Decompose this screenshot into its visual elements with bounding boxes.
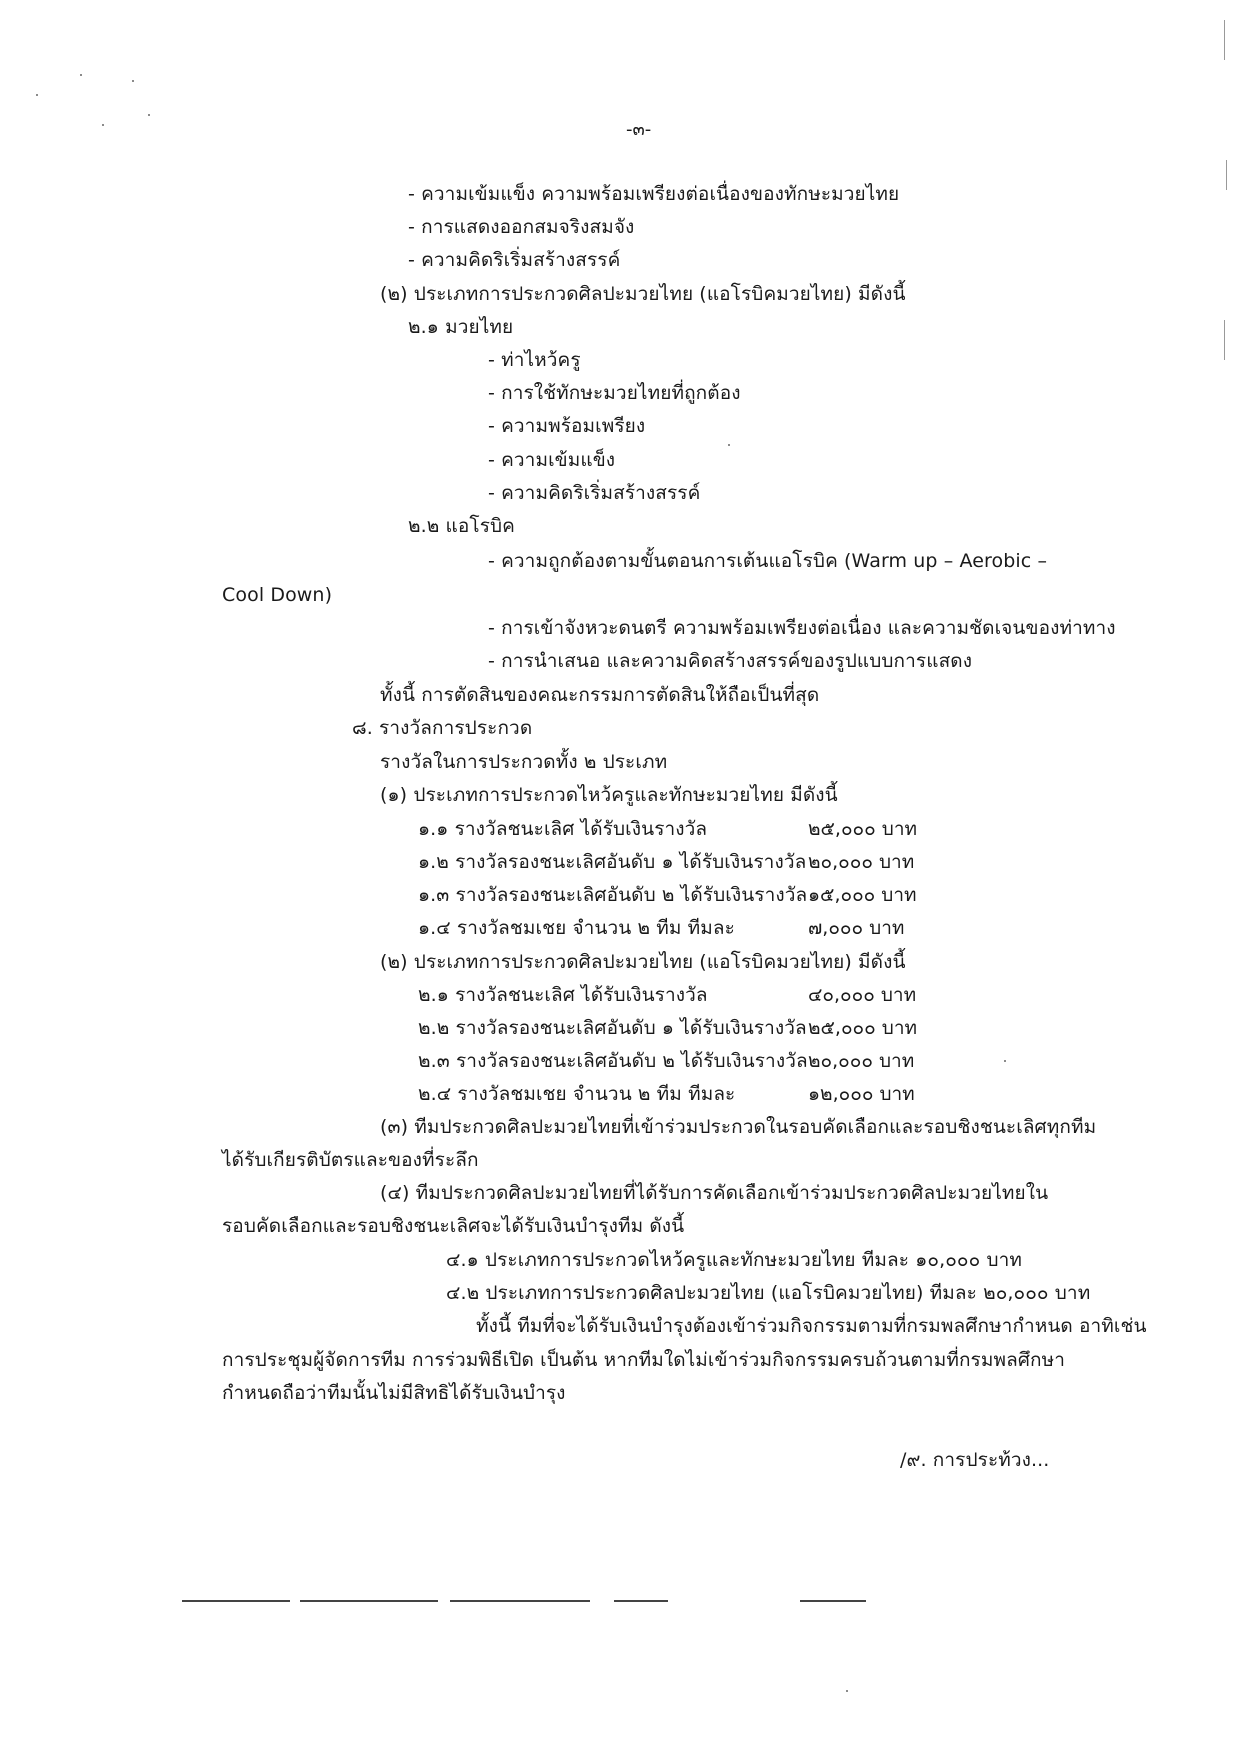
criteria-item-continuation: Cool Down): [222, 584, 333, 606]
criteria-item: - ความคิดริเริ่มสร้างสรรค์: [488, 482, 701, 504]
prize-label: ๒.๑ รางวัลชนะเลิศ ได้รับเงินรางวัล: [418, 984, 708, 1006]
criteria-item: - ความเข้มแข็ง: [488, 449, 616, 471]
type2-sub1-heading: ๒.๑ มวยไทย: [408, 316, 514, 338]
prize-label: ๑.๑ รางวัลชนะเลิศ ได้รับเงินรางวัล: [418, 818, 708, 840]
prize-category1-heading: (๑) ประเภทการประกวดไหว้ครูและทักษะมวยไทย มีดังนี้: [380, 784, 838, 806]
team-support-note-continuation: รอบคัดเลือกและรอบชิงชนะเลิศจะได้รับเงินบำรุงทีม ดังนี้: [222, 1215, 685, 1237]
criteria-item: - ความเข้มแข็ง ความพร้อมเพรียงต่อเนื่องของทักษะมวยไทย: [408, 183, 900, 205]
prize-label: ๒.๒ รางวัลรองชนะเลิศอันดับ ๑ ได้รับเงินรางวัล: [418, 1017, 807, 1039]
criteria-item: - ความคิดริเริ่มสร้างสรรค์: [408, 249, 621, 271]
type2-heading: (๒) ประเภทการประกวดศิลปะมวยไทย (แอโรบิคมวยไทย) มีดังนี้: [380, 283, 906, 305]
team-support-item: ๔.๒ ประเภทการประกวดศิลปะมวยไทย (แอโรบิคมวยไทย) ทีมละ ๒๐,๐๐๐ บาท: [446, 1282, 1091, 1304]
prize-amount: ๒๐,๐๐๐ บาท: [808, 851, 915, 873]
prize-amount: ๒๕,๐๐๐ บาท: [808, 1017, 918, 1039]
team-support-note: (๔) ทีมประกวดศิลปะมวยไทยที่ได้รับการคัดเลือกเข้าร่วมประกวดศิลปะมวยไทยใน: [380, 1182, 1049, 1204]
scan-edge-mark: [1226, 160, 1227, 190]
prize-label: ๒.๔ รางวัลชมเชย จำนวน ๒ ทีม ทีมละ: [418, 1083, 736, 1105]
criteria-item: - ความพร้อมเพรียง: [488, 415, 646, 437]
scan-speck: [36, 94, 38, 96]
prize-amount: ๗,๐๐๐ บาท: [808, 917, 905, 939]
criteria-item: - การนำเสนอ และความคิดสร้างสรรค์ของรูปแบบการแสดง: [488, 650, 973, 672]
footer-rule: [614, 1600, 668, 1602]
prize-amount: ๑๕,๐๐๐ บาท: [808, 884, 917, 906]
prize-amount: ๑๒,๐๐๐ บาท: [808, 1083, 915, 1105]
footer-rule: [450, 1600, 590, 1602]
section8-heading: ๘. รางวัลการประกวด: [352, 717, 533, 739]
criteria-item: - การแสดงออกสมจริงสมจัง: [408, 216, 635, 238]
scan-speck: [846, 1690, 848, 1692]
judging-note: ทั้งนี้ การตัดสินของคณะกรรมการตัดสินให้ถือเป็นที่สุด: [380, 684, 820, 706]
scan-speck: [728, 444, 730, 446]
scan-speck: [132, 80, 134, 82]
condition-note-continuation: กำหนดถือว่าทีมนั้นไม่มีสิทธิได้รับเงินบำรุง: [222, 1382, 566, 1404]
criteria-item: - การเข้าจังหวะดนตรี ความพร้อมเพรียงต่อเนื่อง และความชัดเจนของท่าทาง: [488, 617, 1116, 639]
team-support-item: ๔.๑ ประเภทการประกวดไหว้ครูและทักษะมวยไทย ทีมละ ๑๐,๐๐๐ บาท: [446, 1249, 1023, 1271]
prize-label: ๒.๓ รางวัลรองชนะเลิศอันดับ ๒ ได้รับเงินรางวัล: [418, 1050, 808, 1072]
scan-speck: [80, 74, 82, 76]
prize-amount: ๔๐,๐๐๐ บาท: [808, 984, 917, 1006]
scan-edge-mark: [1224, 20, 1225, 60]
scan-speck: [148, 114, 150, 116]
scan-speck: [1004, 1060, 1006, 1062]
scan-edge-mark: [1224, 320, 1225, 360]
prize-category2-heading: (๒) ประเภทการประกวดศิลปะมวยไทย (แอโรบิคมวยไทย) มีดังนี้: [380, 951, 906, 973]
footer-rule: [300, 1600, 438, 1602]
certificate-note-continuation: ได้รับเกียรติบัตรและของที่ระลึก: [222, 1149, 479, 1171]
page-number: -๓-: [626, 119, 652, 140]
condition-note: ทั้งนี้ ทีมที่จะได้รับเงินบำรุงต้องเข้าร่วมกิจกรรมตามที่กรมพลศึกษากำหนด อาทิเช่น: [476, 1315, 1147, 1337]
prize-amount: ๒๕,๐๐๐ บาท: [808, 818, 918, 840]
continuation-marker: /๙. การประท้วง...: [900, 1449, 1050, 1471]
criteria-item: - ความถูกต้องตามขั้นตอนการเต้นแอโรบิค (Warm up – Aerobic –: [488, 550, 1048, 572]
footer-rule: [800, 1600, 866, 1602]
prize-label: ๑.๒ รางวัลรองชนะเลิศอันดับ ๑ ได้รับเงินรางวัล: [418, 851, 807, 873]
section8-intro: รางวัลในการประกวดทั้ง ๒ ประเภท: [380, 751, 668, 773]
prize-amount: ๒๐,๐๐๐ บาท: [808, 1050, 915, 1072]
prize-label: ๑.๓ รางวัลรองชนะเลิศอันดับ ๒ ได้รับเงินรางวัล: [418, 884, 808, 906]
prize-label: ๑.๔ รางวัลชมเชย จำนวน ๒ ทีม ทีมละ: [418, 917, 735, 939]
type2-sub2-heading: ๒.๒ แอโรบิค: [408, 515, 515, 537]
scan-speck: [102, 124, 104, 126]
footer-rule: [182, 1600, 290, 1602]
condition-note-continuation: การประชุมผู้จัดการทีม การร่วมพิธีเปิด เป็นต้น หากทีมใดไม่เข้าร่วมกิจกรรมครบถ้วนตามที่กรมพลศึกษา: [222, 1349, 1065, 1371]
certificate-note: (๓) ทีมประกวดศิลปะมวยไทยที่เข้าร่วมประกวดในรอบคัดเลือกและรอบชิงชนะเลิศทุกทีม: [380, 1116, 1097, 1138]
criteria-item: - ท่าไหว้ครู: [488, 349, 581, 371]
criteria-item: - การใช้ทักษะมวยไทยที่ถูกต้อง: [488, 382, 741, 404]
